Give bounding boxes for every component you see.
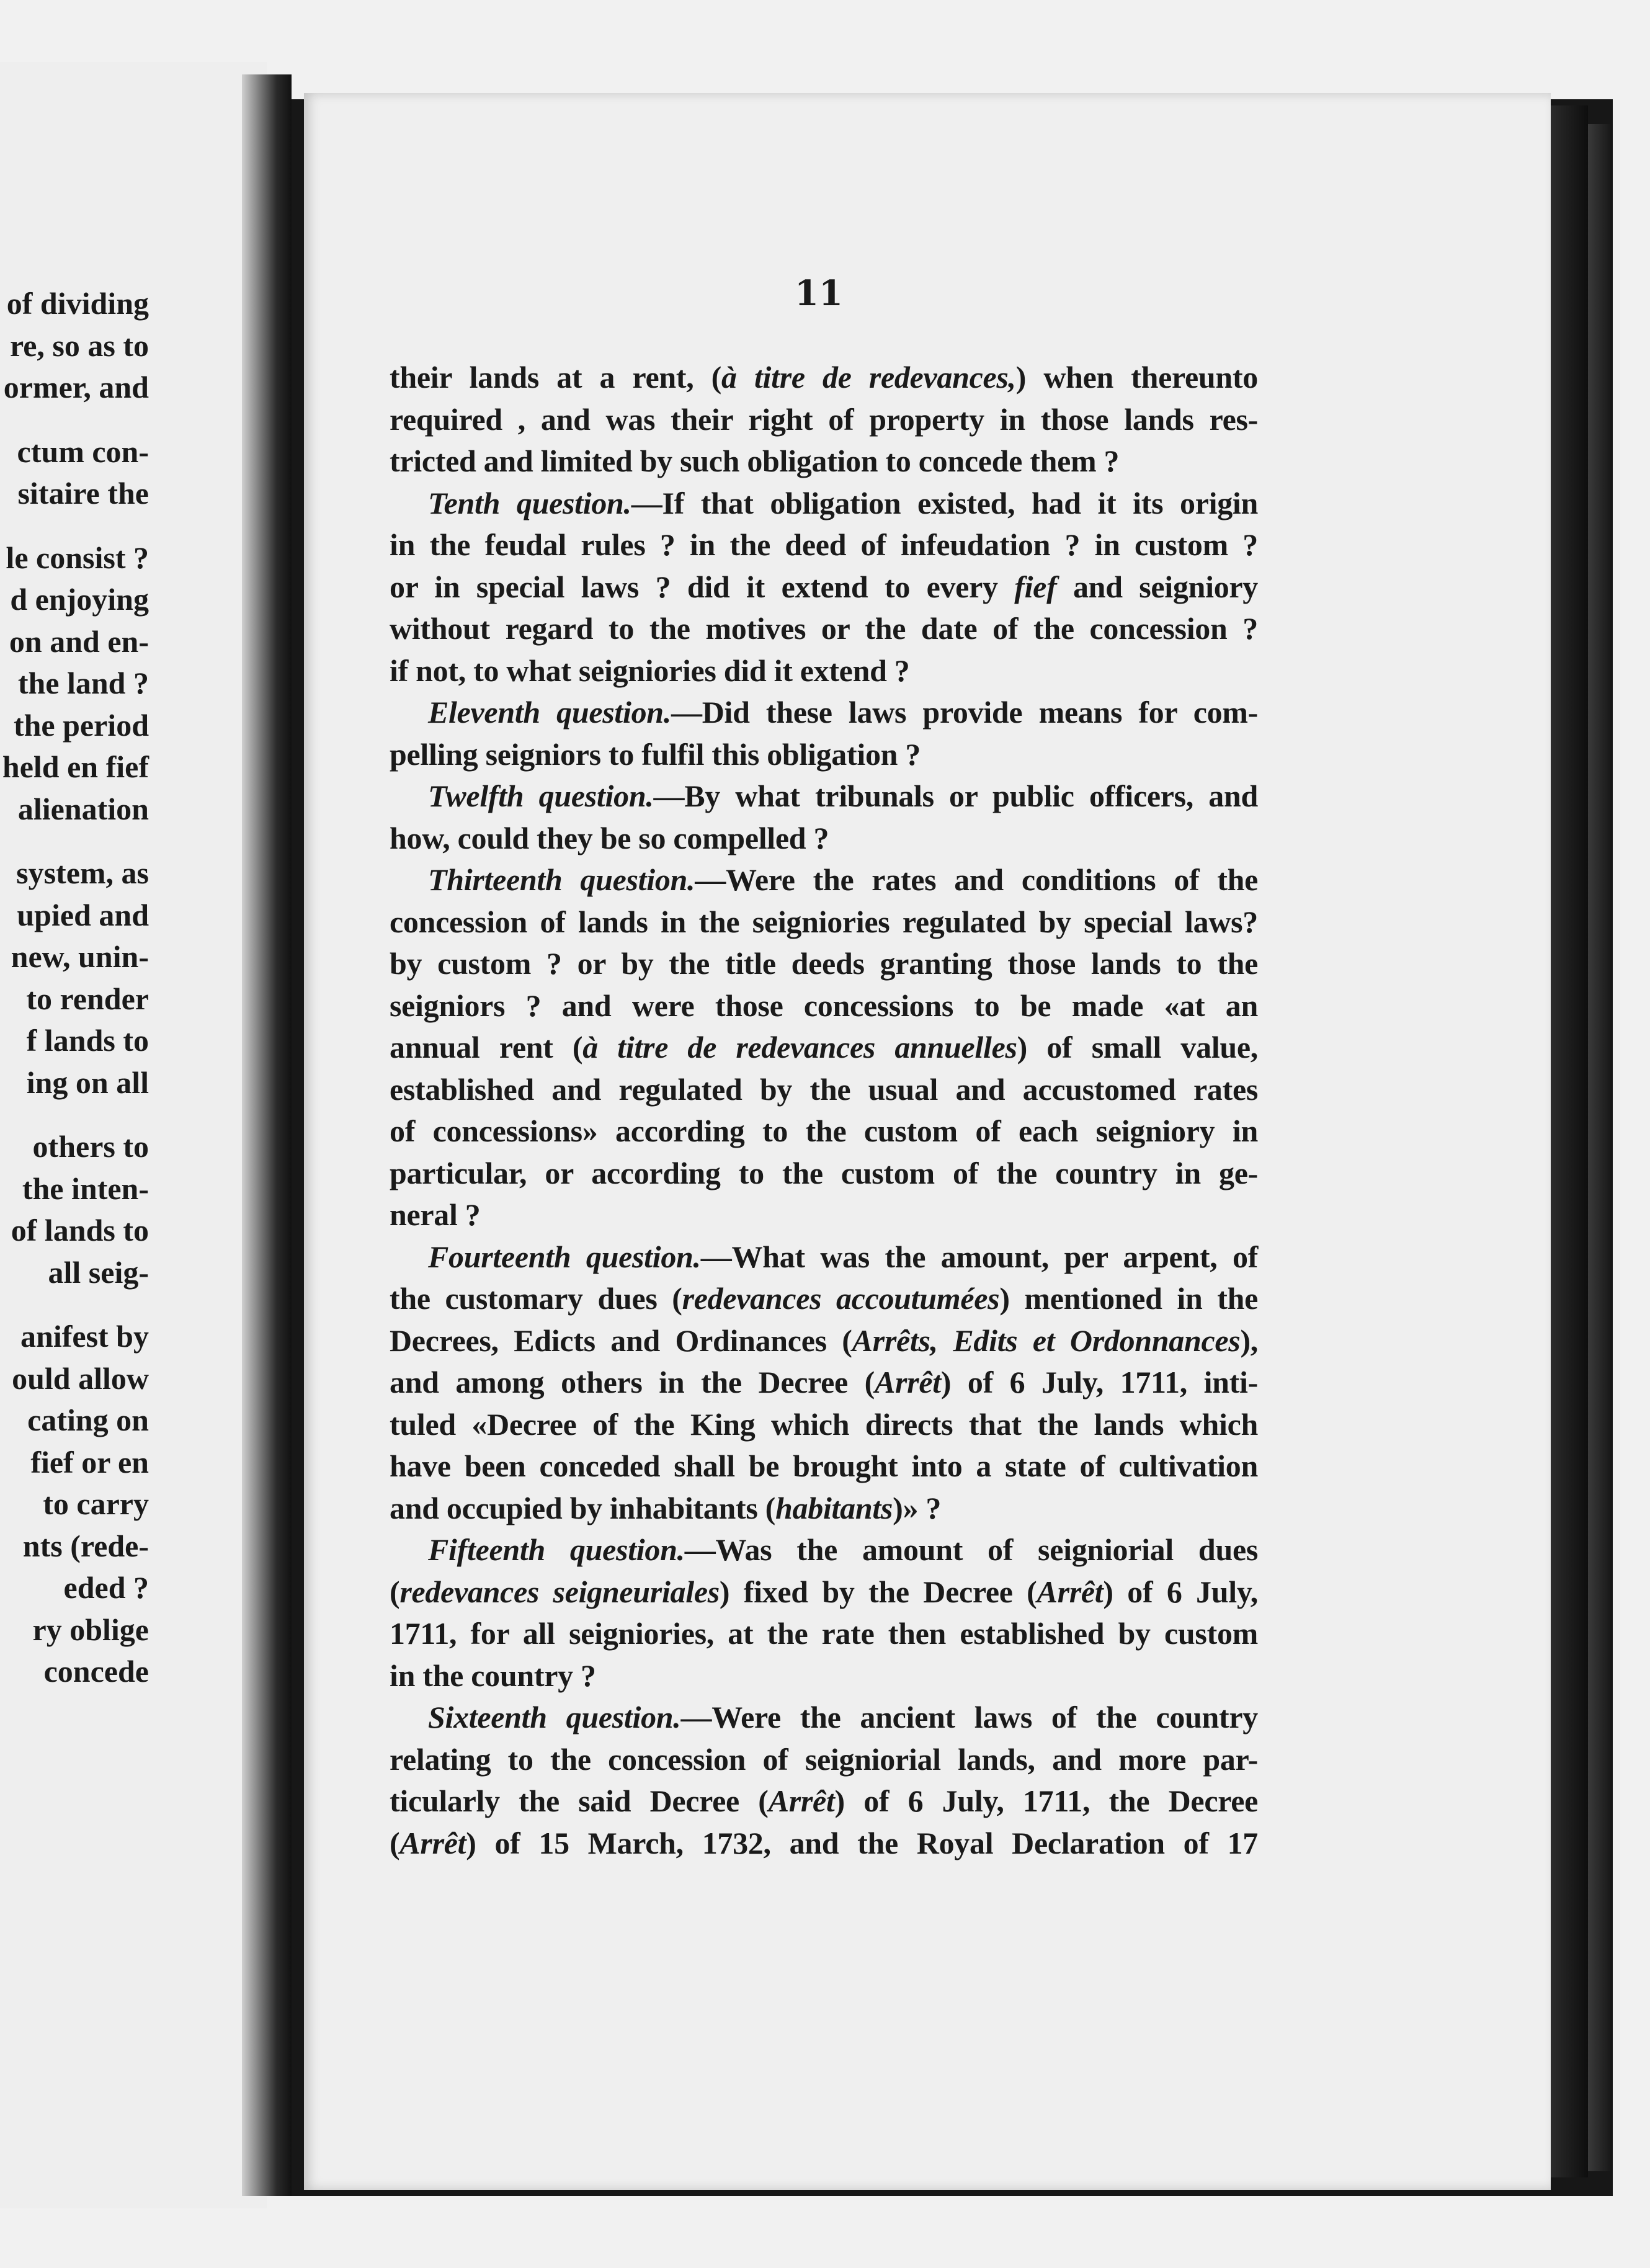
text-line: (Arrêt) of 15 March, 1732, and the Royal Declaration of 17 — [390, 1825, 1258, 1860]
text-line: Tenth question.—If that obligation existed, had it its origin — [428, 485, 1259, 520]
facing-page-text: of dividing — [6, 286, 149, 321]
text-line: by custom ? or by the title deeds granting those lands to the — [390, 946, 1258, 981]
text-line: in the country ? — [390, 1658, 596, 1693]
facing-page-text: le consist ? — [6, 540, 149, 575]
text-line: in the feudal rules ? in the deed of infeudation ? in custom ? — [390, 527, 1258, 562]
page-edge-outer — [1588, 124, 1613, 2171]
text-line: (redevances seigneuriales) fixed by the Decree (Arrêt) of 6 July, — [390, 1574, 1258, 1609]
text-line: and among others in the Decree (Arrêt) of 6 July, 1711, inti- — [390, 1365, 1258, 1400]
facing-page-text: ing on all — [26, 1065, 149, 1100]
text-line: Twelfth question.—By what tribunals or public officers, and — [428, 779, 1259, 813]
text-line: if not, to what seigniories did it extend ? — [390, 653, 910, 688]
text-line: Fifteenth question.—Was the amount of seigniorial dues — [428, 1532, 1258, 1567]
text-line: or in special laws ? did it extend to every fief and seigniory — [390, 569, 1258, 604]
text-line: pelling seigniors to fulfil this obligation ? — [390, 736, 921, 772]
text-line: concession of lands in the seigniories regulated by special laws? — [390, 904, 1258, 939]
text-line: established and regulated by the usual and accustomed rates — [390, 1071, 1258, 1107]
text-line: required , and was their right of property in those lands res- — [390, 401, 1258, 437]
facing-page-text: the period — [13, 707, 149, 743]
page-number: 11 — [795, 273, 843, 314]
text-line: particular, or according to the custom of the country in ge- — [390, 1155, 1258, 1190]
facing-page-text: new, unin- — [11, 939, 149, 974]
facing-page-text: ry oblige — [32, 1612, 149, 1647]
text-line: and occupied by inhabitants (habitants)» ? — [390, 1490, 942, 1525]
facing-page-text: of lands to — [11, 1213, 149, 1248]
text-line: neral ? — [390, 1197, 481, 1232]
facing-page-text: ormer, and — [3, 370, 149, 404]
text-line: tuled «Decree of the King which directs that the lands which — [390, 1406, 1258, 1442]
text-line: 1711, for all seigniories, at the rate then established by custom — [390, 1616, 1258, 1651]
text-line: without regard to the motives or the date of the concession ? — [390, 611, 1258, 646]
text-line: tricted and limited by such obligation to concede them ? — [390, 444, 1120, 478]
text-line: relating to the concession of seigniorial lands, and more par- — [390, 1741, 1258, 1777]
text-line: of concessions» according to the custom of each seigniory in — [390, 1114, 1258, 1148]
facing-page-text: concede — [43, 1654, 149, 1689]
text-line: seigniors ? and were those concessions to be made «at an — [390, 988, 1258, 1023]
facing-page-text: to carry — [43, 1486, 149, 1521]
text-line: how, could they be so compelled ? — [390, 820, 829, 855]
facing-page-text: the inten- — [22, 1171, 149, 1206]
facing-page-text: re, so as to — [9, 328, 149, 363]
facing-page-text: on and en- — [9, 623, 149, 659]
facing-page-text: cating on — [27, 1403, 149, 1437]
facing-page-text: system, as — [16, 855, 149, 890]
body-text — [390, 357, 1258, 1864]
text-line: the customary dues (redevances accoutumées) mentioned in the — [390, 1281, 1258, 1316]
facing-page-left — [0, 62, 267, 2208]
facing-page-text: ctum con- — [17, 434, 149, 469]
facing-page-text: ould allow — [12, 1360, 149, 1396]
facing-page-text: others to — [32, 1129, 149, 1164]
facing-page-text: f lands to — [26, 1023, 149, 1058]
text-line: annual rent (à titre de redevances annuelles) of small value, — [390, 1030, 1259, 1065]
facing-page-text: upied and — [17, 897, 149, 932]
facing-page-text: the land ? — [17, 666, 149, 700]
scan-background-right — [1613, 0, 1650, 2268]
text-line: Decrees, Edicts and Ordinances (Arrêts, Edits et Ordonnances), — [390, 1323, 1258, 1358]
page-edge — [1551, 105, 1588, 2177]
facing-page-text: alienation — [17, 791, 149, 826]
text-line: have been conceded shall be brought into a state of cultivation — [390, 1449, 1258, 1483]
facing-page-text: fief or en — [30, 1444, 149, 1480]
facing-page-text: to render — [26, 981, 149, 1016]
facing-page-text: d enjoying — [10, 582, 149, 617]
text-line: Eleventh question.—Did these laws provide means for com- — [428, 695, 1258, 730]
facing-page-text: anifest by — [20, 1319, 149, 1354]
text-line: their lands at a rent, (à titre de redevances,) when thereunto — [390, 360, 1258, 395]
text-line: ticularly the said Decree (Arrêt) of 6 July, 1711, the Decree — [390, 1784, 1258, 1818]
text-line: Fourteenth question.—What was the amount, per arpent, of — [428, 1239, 1258, 1274]
facing-page-text: nts (rede- — [22, 1528, 149, 1563]
facing-page-text: held en fief — [2, 749, 149, 784]
text-line: Sixteenth question.—Were the ancient laws of the country — [428, 1700, 1258, 1734]
facing-page-text: sitaire the — [17, 476, 149, 511]
facing-page-text: eded ? — [63, 1570, 149, 1605]
text-line: Thirteenth question.—Were the rates and conditions of the — [428, 862, 1258, 897]
facing-page-text: all seig- — [48, 1254, 149, 1290]
book-gutter — [242, 74, 292, 2196]
